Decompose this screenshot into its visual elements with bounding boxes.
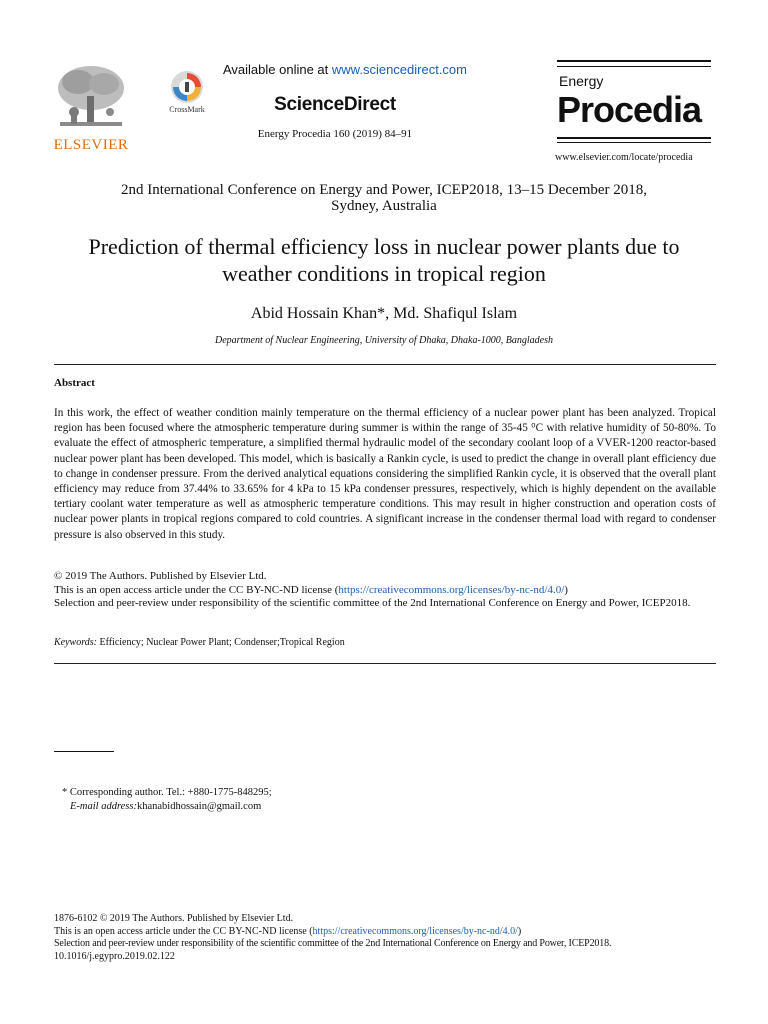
email-address[interactable]: khanabidhossain@gmail.com [136, 801, 262, 812]
abstract-license-suffix: ) [564, 583, 568, 596]
sciencedirect-link[interactable]: www.sciencedirect.com [331, 62, 467, 77]
brand-top-rule-2 [557, 66, 711, 67]
footer-doi[interactable]: 10.1016/j.egypro.2019.02.122 [54, 950, 175, 962]
bottom-abstract-rule [54, 663, 716, 664]
brand-energy: Energy [559, 73, 604, 89]
crossmark-label: CrossMark [169, 105, 205, 114]
keywords [54, 637, 716, 648]
elsevier-logo [52, 62, 130, 153]
brand-top-rule [557, 60, 711, 62]
footnote-block [62, 786, 272, 814]
abstract-license [54, 584, 716, 598]
brand-bottom-rule [557, 137, 711, 139]
brand-procedia: Procedia [557, 89, 702, 130]
authors: Abid Hossain Khan*, Md. Shafiqul Islam [250, 305, 518, 322]
footnote-rule [54, 751, 114, 752]
email-label: E-mail address: [70, 801, 137, 812]
footer-license [54, 926, 734, 939]
title-line-1: Prediction of thermal efficiency loss in nuclear power plants due to [88, 234, 680, 259]
article-title [40, 233, 728, 287]
keywords-list: Efficiency; Nuclear Power Plant; Condenser;Tropical Region [96, 637, 345, 648]
elsevier-wordmark: ELSEVIER [53, 137, 129, 153]
available-online [218, 62, 472, 77]
footer-license-suffix: ) [517, 925, 522, 937]
crossmark-icon [170, 70, 204, 104]
keywords-label: Keywords: [54, 637, 97, 648]
footer-license-prefix: This is an open access article under the CC BY-NC-ND license ( [54, 925, 313, 937]
abstract-heading: Abstract [54, 377, 95, 389]
elsevier-tree-icon [52, 62, 130, 132]
top-abstract-rule [54, 364, 716, 365]
journal-brand [557, 60, 711, 146]
abstract-copyright: © 2019 The Authors. Published by Elsevier Ltd. [54, 570, 267, 582]
footer-license-link[interactable]: https://creativecommons.org/licenses/by-nc-nd/4.0/ [312, 925, 518, 937]
corresponding-author: * Corresponding author. Tel.: +880-1775-848295; [62, 787, 272, 798]
title-line-2: weather conditions in tropical region [222, 261, 546, 286]
journal-url[interactable]: www.elsevier.com/locate/procedia [555, 152, 693, 163]
available-online-prefix: Available online at [222, 62, 332, 77]
abstract-license-link[interactable]: https://creativecommons.org/licenses/by-nc-nd/4.0/ [338, 583, 565, 596]
conference-line-1: 2nd International Conference on Energy and Power, ICEP2018, 13–15 December 2018, [120, 182, 648, 198]
conference-info [60, 182, 708, 214]
email-line [62, 800, 272, 814]
brand-bottom-rule-2 [557, 142, 711, 143]
abstract-license-prefix: This is an open access article under the CC BY-NC-ND license ( [54, 583, 339, 596]
footer-issn: 1876-6102 © 2019 The Authors. Published by Elsevier Ltd. [54, 913, 294, 924]
abstract-body: In this work, the effect of weather condition mainly temperature on the thermal efficiency of a nuclear power plant has been analyzed. Tropical region has been focused where the atmospheric temperature during summer is within the range of 35-45 ⁰C with relative humidity of 50-80%. To evaluate the effect of atmospheric temperature, a simplified thermal hydraulic model of the secondary coolant loop of a VVER-1200 reactor-based nuclear power plant has been developed. This model, which is basically a Rankin cycle, is used to predict the change in overall plant efficiency due to change in condenser pressure. From the derived analytical equations considering the simplified Rankin cycle, it is observed that the overall plant efficiency may reduce from 37.44% to 33.65% for 4 kPa to 15 kPa condenser pressures, respectively, which is highly dependent on the available tertiary coolant water temperature as well as atmospheric temperature conditions. This may result in higher construction and operation costs of nuclear power plants in tropical regions compared to cold countries. A significant increase in the condenser thermal load with regard to condenser pressure is also observed in this study. [54, 407, 716, 541]
abstract-peer-review: Selection and peer-review under responsibility of the scientific committee of the 2nd International Conference on Energy and Power, ICEP2018. [54, 597, 691, 610]
journal-citation: Energy Procedia 160 (2019) 84–91 [257, 128, 413, 140]
conference-line-2: Sydney, Australia [331, 198, 437, 214]
crossmark-badge[interactable] [164, 70, 210, 120]
affiliation: Department of Nuclear Engineering, University of Dhaka, Dhaka-1000, Bangladesh [215, 335, 553, 346]
page-footer [54, 913, 734, 963]
sciencedirect-title: ScienceDirect [274, 94, 396, 115]
abstract-copyright-block [54, 570, 716, 611]
footer-peer-review: Selection and peer-review under responsibility of the scientific committee of the 2nd International Conference on Energy and Power, ICEP2018. [54, 938, 612, 949]
